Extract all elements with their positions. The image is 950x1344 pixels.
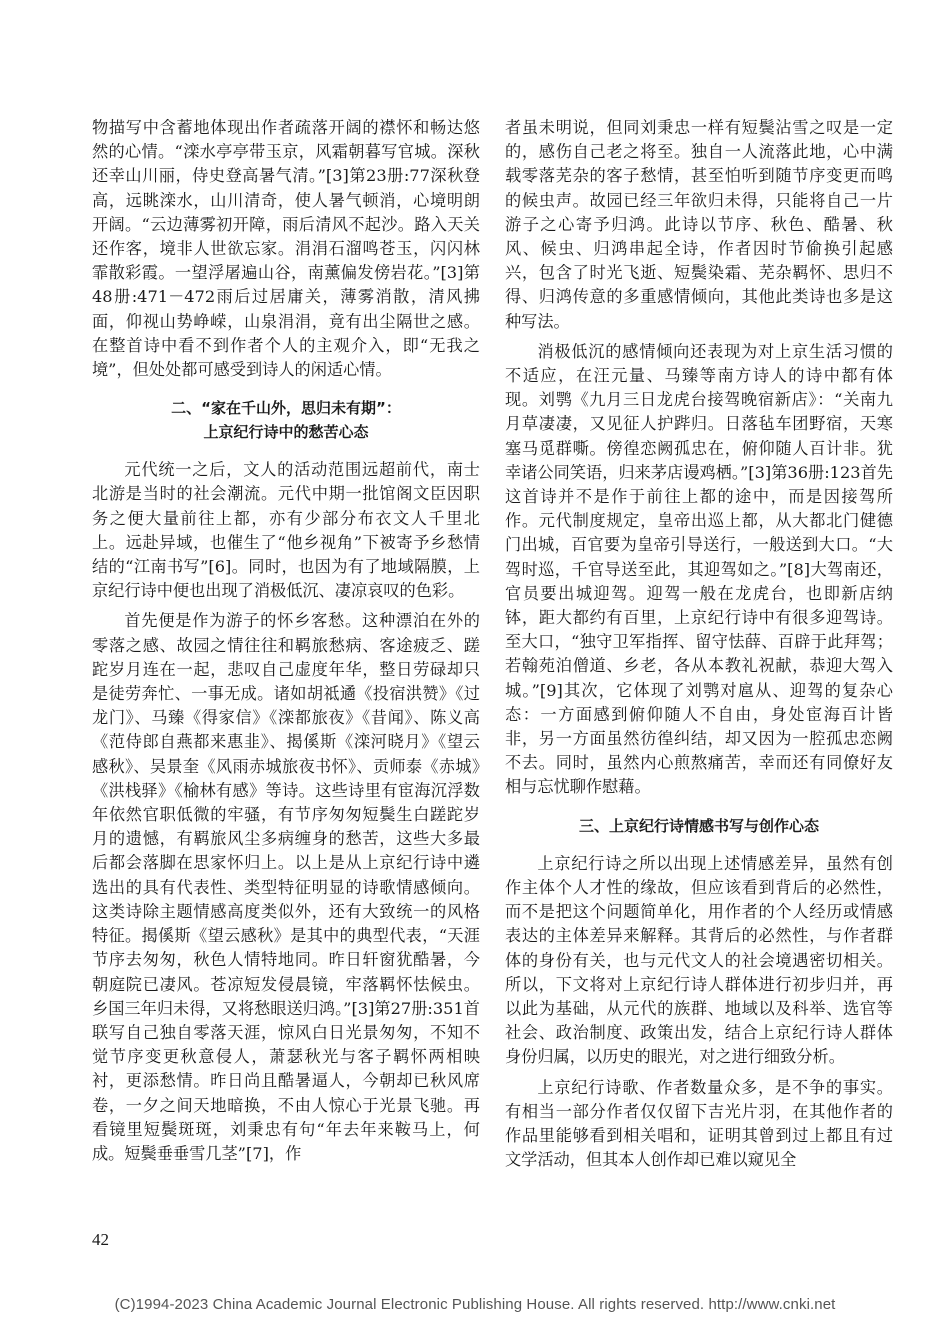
copyright-footer: (C)1994-2023 China Academic Journal Electronic Publishing House. All rights reserved. http://www.cnki.net xyxy=(114,1296,836,1313)
right-paragraph-1: 者虽未明说，但同刘秉忠一样有短鬓沾雪之叹是一定的，感伤自己老之将至。独自一人流落此地，心中满载零落芜杂的客子愁情，甚至怕听到随节序变更而鸣的候虫声。故园已经三年欲归未得，只能将自己一片游子之心寄予归鸿。此诗以节序、秋色、酷暑、秋风、候虫、归鸿串起全诗，作者因时节偷换引起感兴，包含了时光飞逝、短鬓染霜、芜杂羁怀、思归不得、归鸿传意的多重感情倾向，其他此类诗也多是这种写法。 xyxy=(505,118,893,331)
section-heading-2-line-2: 上京纪行诗中的愁苦心态 xyxy=(203,423,369,442)
section-heading-3: 三、上京纪行诗情感书写与创作心态 xyxy=(578,816,819,835)
right-paragraph-2: 消极低沉的感情倾向还表现为对上京生活习惯的不适应，在汪元量、马臻等南方诗人的诗中都有体现。刘鹗《九月三日龙虎台接驾晚宿新店》：“关南九月草凄凄，又见征人护跸归。日落毡车团野宿，天寒塞马觅群嘶。傍徨恋阙孤忠在，俯仰随人百计非。犹幸诸公同笑语，归来茅店谩鸡栖。”[3]第36册:123首先这首诗并不是作于前往上都的途中，而是因接驾所作。元代制度规定，皇帝出巡上都，从大都北门健德门出城，百官要为皇帝引导送行，一般送到大口。“大驾时巡，千官导送至此，其迎驾如之。”[8]大驾南还，官员要出城迎驾。迎驾一般在龙虎台，也即新店纳钵，距大都约有百里，上京纪行诗中有很多迎驾诗。至大口，“独守卫军指挥、留守怯薛、百辟于此拜驾；若翰苑泊僧道、乡老，各从本教礼祝献，恭迎大驾入城。”[9]其次，它体现了刘鹗对扈从、迎驾的复杂心态：一方面感到俯仰随人不自由，身处宦海百计皆非，另一方面虽然彷徨纠结，却又因为一腔孤忠恋阙不去。同时，虽然内心煎熬痛苦，幸而还有同僚好友相与忘忧聊作慰藉。 xyxy=(505,341,893,797)
left-column xyxy=(92,116,480,1166)
left-paragraph-3: 首先便是作为游子的怀乡客愁。这种漂泊在外的零落之感、故园之情往往和羁旅愁病、客途疲乏、蹉跎岁月连在一起，悲叹自己虚度年华，整日劳碌却只是徒劳奔忙、一事无成。诸如胡祗遹《投宿洪赞》《过龙门》、马臻《得家信》《滦都旅夜》《昔闻》、陈义高《范侍郎自燕都来惠韭》、揭傒斯《滦河晓月》《望云感秋》、吴景奎《风雨赤城旅夜书怀》、贡师泰《赤城》《洪栈驿》《榆林有感》等诗。这些诗里有宦海沉浮数年依然官职低微的牢骚，有节序匆匆短鬓生白蹉跎岁月的遗憾，有羁旅风尘多病缠身的愁苦，这些大多最后都会落脚在思家怀归上。以上是从上京纪行诗中遴选出的具有代表性、类型特征明显的诗歌情感倾向。这类诗除主题情感高度类似外，还有大致统一的风格特征。揭傒斯《望云感秋》是其中的典型代表，“天涯节序去匆匆，秋色人情特地同。昨日轩窗犹酷暑，今朝庭院已凄风。苍凉短发侵晨镜，牢落羁怀怯候虫。乡国三年归未得，又将愁眼送归鸿。”[3]第27册:351首联写自己独自零落天涯，惊风白日光景匆匆，不知不觉节序变更秋意侵人，萧瑟秋光与客子羁怀两相映衬，更添愁情。昨日尚且酷暑逼人，今朝却已秋风席卷，一夕之间天地暗换，不由人惊心于光景飞驰。再看镜里短鬓斑斑，刘秉忠有句“年去年来鞍马上，何成。短鬓垂垂雪几茎”[7]，作 xyxy=(92,611,480,1163)
page-number: 42 xyxy=(92,1230,109,1249)
left-paragraph-1: 物描写中含蓄地体现出作者疏落开阔的襟怀和畅达悠然的心情。“滦水亭亭带玉京，风霜朝暮写官城。深秋还幸山川丽，侍史登高暑气清。”[3]第23册:77深秋登高，远眺滦水，山川清奇，使人暑气顿消，心境明朗开阔。“云边薄雾初开障，雨后清风不起沙。路入天关还作客，境非人世欲忘家。涓涓石溜鸣苍玉，闪闪林霏散彩霞。一望浮屠遍山谷，南薰偏发傍岩花。”[3]第48册:471－472雨后过居庸关，薄雾消散，清风拂面，仰视山势峥嵘，山泉涓涓，竟有出尘隔世之感。在整首诗中看不到作者个人的主观介入，即“无我之境”，但处处都可感受到诗人的闲适心情。 xyxy=(92,118,480,380)
right-paragraph-4: 上京纪行诗歌、作者数量众多，是不争的事实。有相当一部分作者仅仅留下吉光片羽，在其他作者的作品里能够看到相关唱和，证明其曾到过上都且有过文学活动，但其本人创作却已难以窥见全 xyxy=(505,1077,893,1170)
left-paragraph-2: 元代统一之后，文人的活动范围远超前代，南士北游是当时的社会潮流。元代中期一批馆阁文臣因职务之便大量前往上都，亦有少部分布衣文人千里北上。远赴异域，也催生了“他乡视角”下被寄予乡愁情结的“江南书写”[6]。同时，也因为有了地域隔膜，上京纪行诗中便也出现了消极低沉、凄凉哀叹的色彩。 xyxy=(92,460,480,601)
section-heading-2-line-1: 二、“家在千山外，思归未有期”： xyxy=(171,399,401,418)
right-column xyxy=(505,116,893,1172)
right-paragraph-3: 上京纪行诗之所以出现上述情感差异，虽然有创作主体个人才性的缘故，但应该看到背后的必然性，而不是把这个问题简单化，用作者的个人经历或情感表达的主体差异来解释。其背后的必然性，与作者群体的身份有关，也与元代文人的社会境遇密切相关。所以，下文将对上京纪行诗人群体进行初步归并，再以此为基础，从元代的族群、地域以及科举、选官等社会、政治制度、政策出发，结合上京纪行诗人群体身份归属，以历史的眼光，对之进行细致分析。 xyxy=(505,853,893,1067)
